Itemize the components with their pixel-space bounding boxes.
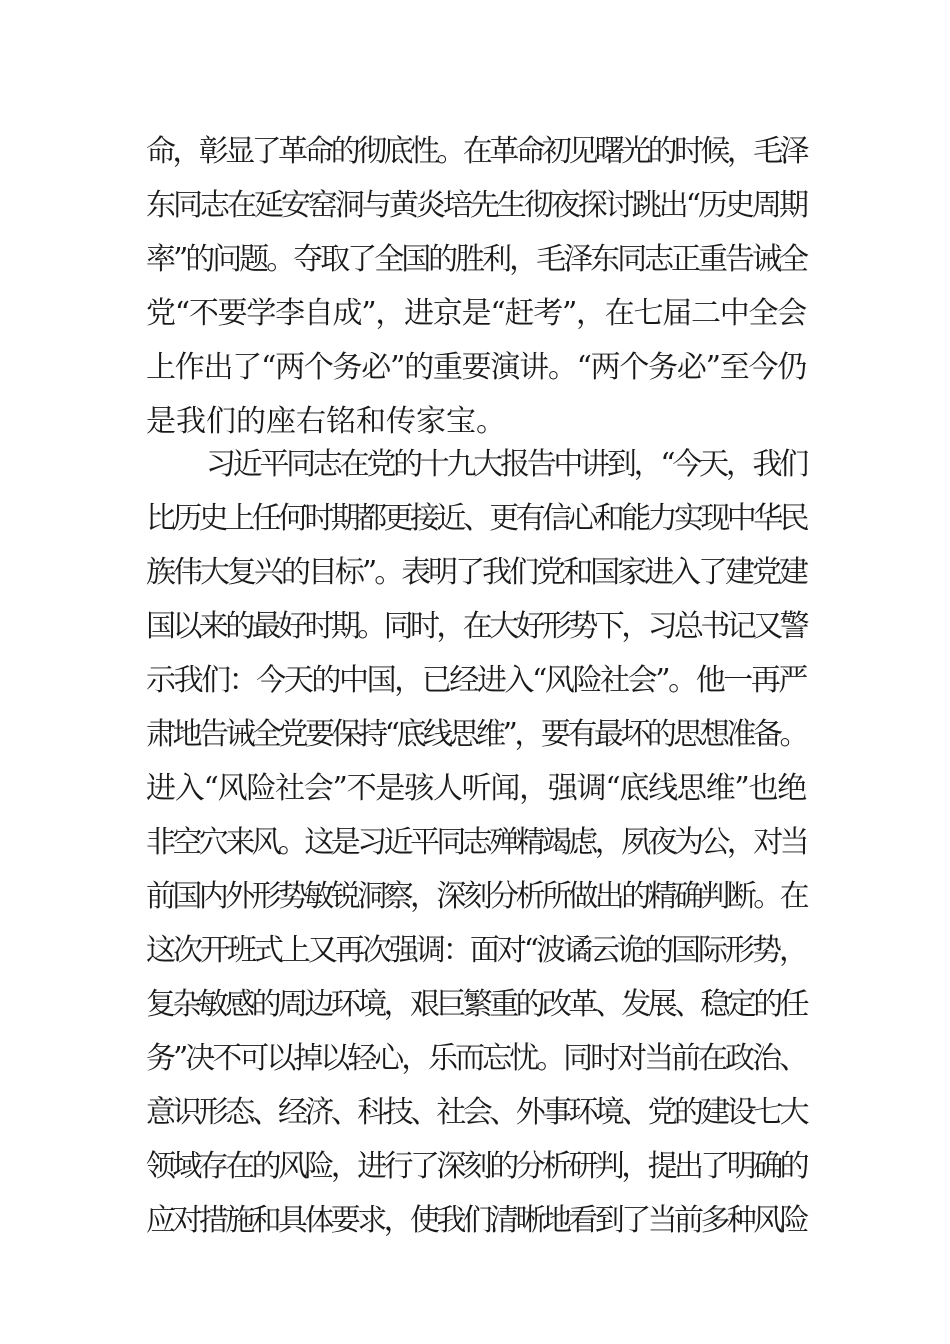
paragraph-line-indented: 习近平同志在党的十九大报告中讲到，“今天，我们 (206, 447, 806, 482)
paragraph-line: 率”的问题。夺取了全国的胜利，毛泽东同志正重告诫全 (146, 242, 806, 277)
paragraph-line: 肃地告诫全党要保持“底线思维”，要有最坏的思想准备。 (146, 717, 806, 752)
paragraph-line: 进入“风险社会”不是骇人听闻，强调“底线思维”也绝 (146, 771, 806, 806)
paragraph-line: 国以来的最好时期。同时，在大好形势下，习总书记又警 (146, 609, 806, 644)
paragraph-line: 务”决不可以掉以轻心，乐而忘忧。同时对当前在政治、 (146, 1041, 806, 1076)
paragraph-line: 复杂敏感的周边环境，艰巨繁重的改革、发展、稳定的任 (146, 987, 806, 1022)
paragraph-line: 上作出了“两个务必”的重要演讲。“两个务必”至今仍 (146, 350, 806, 385)
paragraph-line: 示我们：今天的中国，已经进入“风险社会”。他一再严 (146, 663, 806, 698)
paragraph-line: 党“不要学李自成”，进京是“赶考”，在七届二中全会 (146, 296, 806, 331)
paragraph-line: 领域存在的风险，进行了深刻的分析研判，提出了明确的 (146, 1149, 806, 1184)
paragraph-line: 命，彰显了革命的彻底性。在革命初见曙光的时候，毛泽 (146, 134, 806, 169)
paragraph-line: 非空穴来风。这是习近平同志殚精竭虑，夙夜为公，对当 (146, 825, 806, 860)
paragraph-2 (146, 438, 806, 1248)
paragraph-line: 意识形态、经济、科技、社会、外事环境、党的建设七大 (146, 1095, 806, 1130)
paragraph-line: 比历史上任何时期都更接近、更有信心和能力实现中华民 (146, 501, 806, 536)
paragraph-line: 族伟大复兴的目标”。表明了我们党和国家进入了建党建 (146, 555, 806, 590)
paragraph-line: 东同志在延安窑洞与黄炎培先生彻夜探讨跳出“历史周期 (146, 188, 806, 223)
paragraph-1 (146, 125, 806, 449)
paragraph-line: 是我们的座右铭和传家宝。 (146, 404, 506, 439)
paragraph-line: 这次开班式上又再次强调：面对“波谲云诡的国际形势， (146, 933, 806, 968)
paragraph-line: 前国内外形势敏锐洞察，深刻分析所做出的精确判断。在 (146, 879, 806, 914)
paragraph-line: 应对措施和具体要求，使我们清晰地看到了当前多种风险 (146, 1203, 806, 1238)
